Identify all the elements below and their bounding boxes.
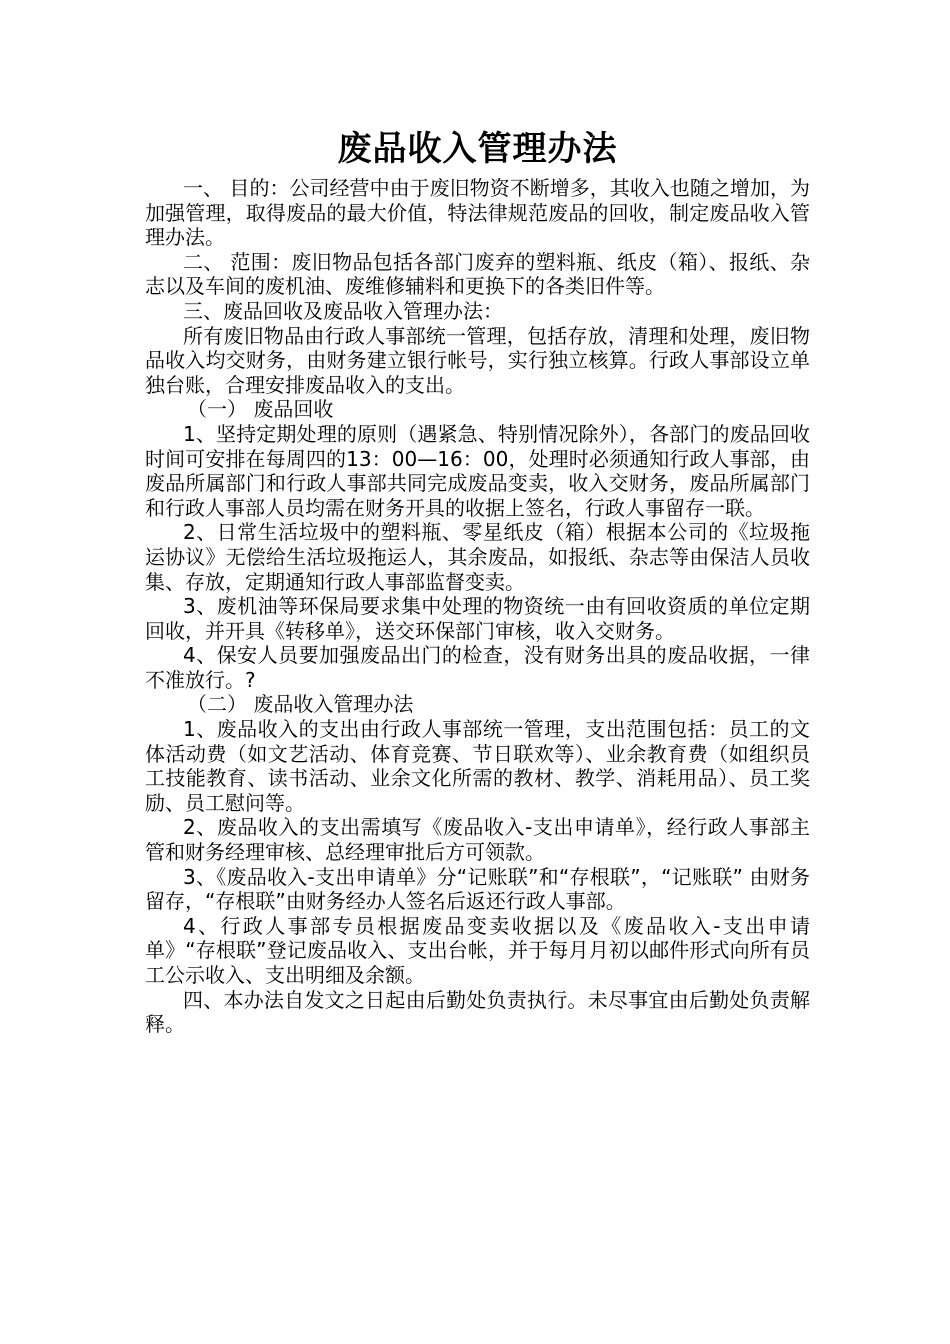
paragraph-income-3: 3、《废品收入-支出申请单》分“记账联”和“存根联”，“记账联” 由财务留存，“存根联”由财务经办人签名后返还行政人事部。 [145,864,810,914]
paragraph-recycling-2: 2、日常生活垃圾中的塑料瓶、零星纸皮（箱）根据本公司的《垃圾拖运协议》无偿给生活垃圾拖运人，其余废品，如报纸、杂志等由保洁人员收集、存放，定期通知行政人事部监督变卖。 [145,520,810,594]
section-heading-three: 三、废品回收及废品收入管理办法： [183,298,503,323]
paragraph-income-1: 1、废品收入的支出由行政人事部统一管理，支出范围包括：员工的文体活动费（如文艺活动、体育竞赛、节日联欢等）、业余教育费（如组织员工技能教育、读书活动、业余文化所需的教材、教学、消耗用品）、员工奖励、员工慰问等。 [145,717,810,815]
document-page [145,126,810,1037]
paragraph-conclusion: 四、本办法自发文之日起由后勤处负责执行。未尽事宜由后勤处负责解释。 [145,987,810,1037]
paragraph-income-4: 4、行政人事部专员根据废品变卖收据以及《废品收入-支出申请单》“存根联”登记废品收入、支出台帐，并于每月月初以邮件形式向所有员工公示收入、支出明细及余额。 [145,913,810,987]
paragraph-recycling-1: 1、坚持定期处理的原则（遇紧急、特别情况除外），各部门的废品回收时间可安排在每周四的13：00—16：00，处理时必须通知行政人事部，由废品所属部门和行政人事部共同完成废品变卖，收入交财务，废品所属部门和行政人事部人员均需在财务开具的收据上签名，行政人事留存一联。 [145,421,810,520]
paragraph-management: 所有废旧物品由行政人事部统一管理，包括存放，清理和处理，废旧物品收入均交财务，由财务建立银行帐号，实行独立核算。行政人事部设立单独台账，合理安排废品收入的支出。 [145,323,810,397]
document-title: 废品收入管理办法 [337,129,618,169]
paragraph-recycling-3: 3、废机油等环保局要求集中处理的物资统一由有回收资质的单位定期回收，并开具《转移单》，送交环保部门审核，收入交财务。 [145,594,810,643]
paragraph-purpose: 一、 目的：公司经营中由于废旧物资不断增多，其收入也随之增加，为加强管理，取得废品的最大价值，特法律规范废品的回收，制定废品收入管理办法。 [145,176,810,250]
subsection-heading-recycling: （一） 废品回收 [187,397,334,422]
paragraph-scope: 二、 范围：废旧物品包括各部门废弃的塑料瓶、纸皮（箱）、报纸、杂志以及车间的废机油、废维修辅料和更换下的各类旧件等。 [145,249,810,299]
paragraph-recycling-4: 4、保安人员要加强废品出门的检查，没有财务出具的废品收据，一律不准放行。? [145,643,810,692]
paragraph-income-2: 2、废品收入的支出需填写《废品收入-支出申请单》，经行政人事部主管和财务经理审核、总经理审批后方可领款。 [145,815,810,865]
subsection-heading-income: （二） 废品收入管理办法 [187,692,414,717]
